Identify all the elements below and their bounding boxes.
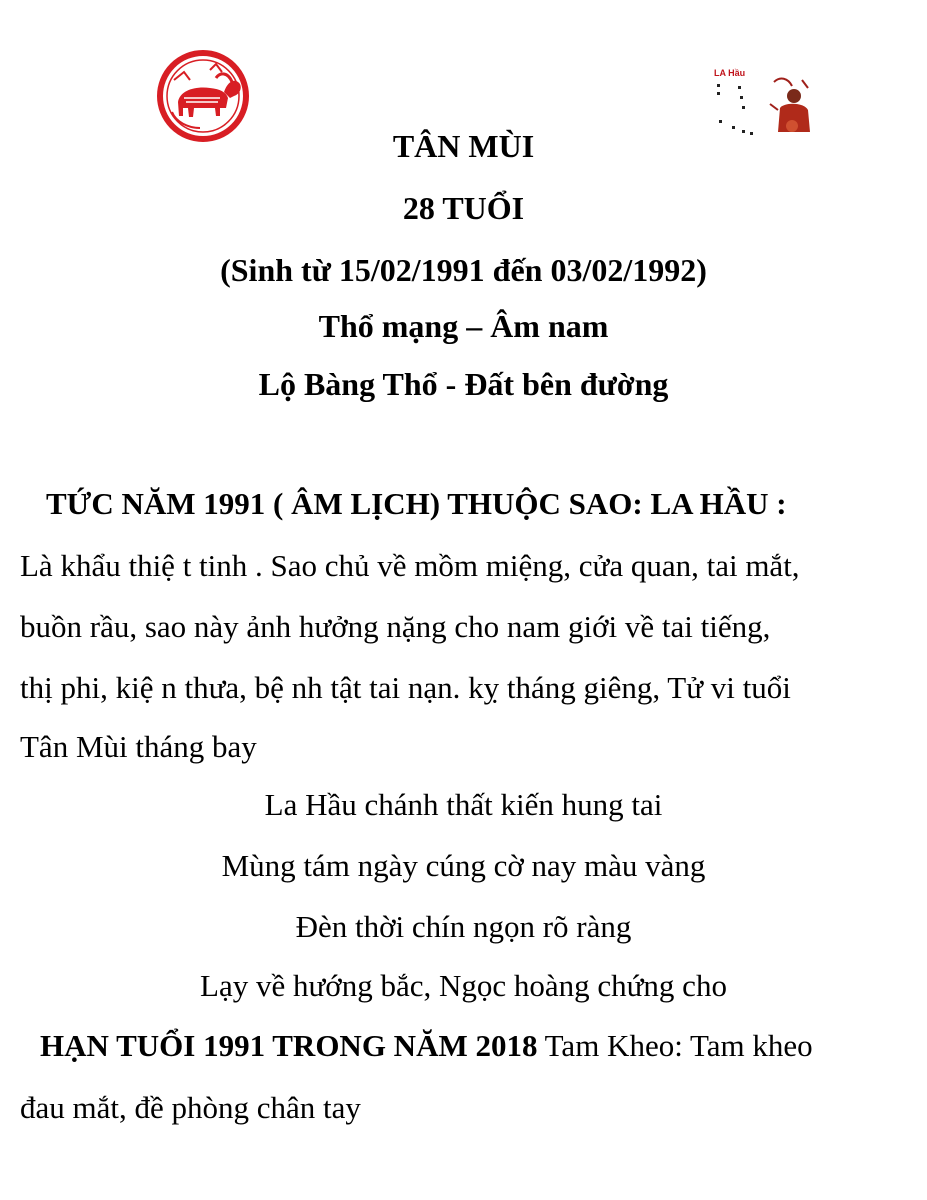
- birth-range-line: (Sinh từ 15/02/1991 đến 03/02/1992): [220, 252, 707, 288]
- poem-line: La Hầu chánh thất kiến hung tai: [264, 787, 663, 822]
- age-line: 28 TUỔI: [402, 190, 525, 226]
- paragraph-line: buồn rầu, sao này ảnh hưởng nặng cho nam giới về tai tiếng,: [20, 609, 771, 644]
- poem-line: Đèn thời chín ngọn rõ ràng: [295, 909, 632, 944]
- page-title: TÂN MÙI: [392, 128, 535, 164]
- paragraph-line: Tân Mùi tháng bay: [20, 729, 257, 764]
- element-line: Lộ Bàng Thổ - Đất bên đường: [258, 366, 669, 402]
- la-hau-image-label: LA Hầu: [714, 68, 746, 78]
- menh-line: Thổ mạng – Âm nam: [318, 308, 609, 344]
- han-heading: HẠN TUỔI 1991 TRONG NĂM 2018: [40, 1028, 538, 1063]
- poem-line: Lạy về hướng bắc, Ngọc hoàng chứng cho: [200, 968, 727, 1003]
- han-line: [40, 1028, 813, 1064]
- paragraph-line: thị phi, kiệ n thưa, bệ nh tật tai nạn. kỵ tháng giêng, Tử vi tuổi: [20, 670, 791, 705]
- star-section-heading: TỨC NĂM 1991 ( ÂM LỊCH) THUỘC SAO: LA HẦU :: [46, 486, 787, 521]
- poem-line: Mùng tám ngày cúng cờ nay màu vàng: [221, 848, 706, 883]
- han-line-2: đau mắt, đề phòng chân tay: [20, 1090, 361, 1125]
- paragraph-line: Là khẩu thiệ t tinh . Sao chủ về mồm miệng, cửa quan, tai mắt,: [20, 548, 800, 583]
- han-text: Tam Kheo: Tam kheo: [537, 1028, 813, 1063]
